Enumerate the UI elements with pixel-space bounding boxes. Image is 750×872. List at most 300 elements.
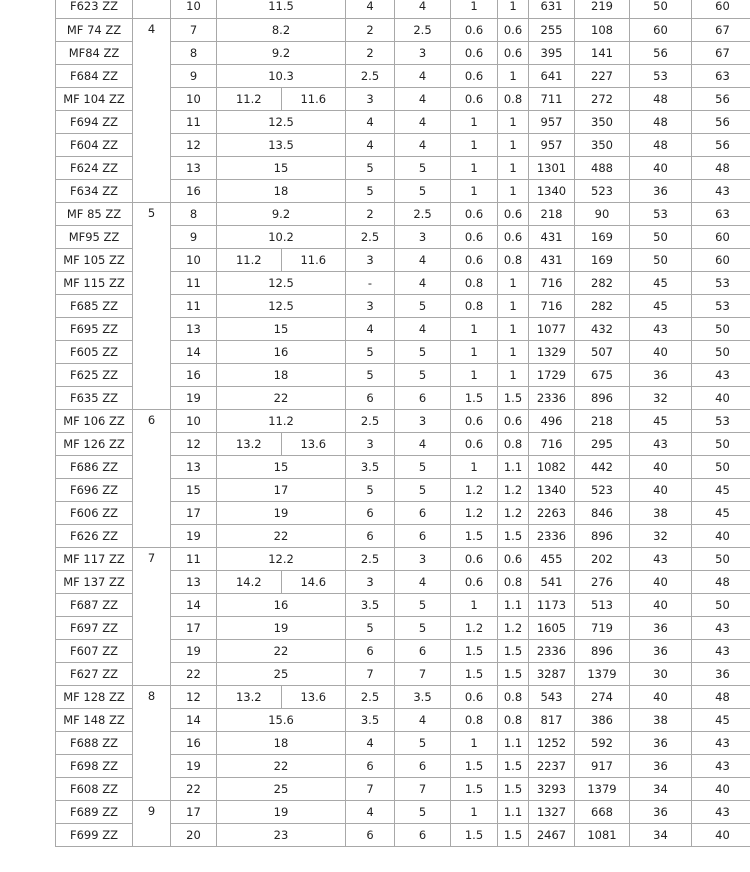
- grease-speed-cell: 50: [630, 226, 692, 249]
- flange-width-cell: 5: [395, 157, 451, 180]
- width-cell: 4: [346, 111, 395, 134]
- chamfer1-cell: 0.8: [498, 433, 529, 456]
- static-load-cell: 675: [575, 364, 630, 387]
- chamfer1-cell: 1: [498, 318, 529, 341]
- outer-diameter-cell: 13: [171, 571, 217, 594]
- outer-diameter-cell: 13: [171, 318, 217, 341]
- dynamic-load-cell: 3293: [529, 778, 575, 801]
- chamfer1-cell: 1.5: [498, 640, 529, 663]
- chamfer1-cell: 0.6: [498, 410, 529, 433]
- flange-width-cell: 3: [395, 42, 451, 65]
- flange-diameter-max: 14.6: [300, 575, 327, 589]
- static-load-cell: 218: [575, 410, 630, 433]
- dynamic-load-cell: 395: [529, 42, 575, 65]
- static-load-cell: 350: [575, 134, 630, 157]
- outer-diameter-cell: 13: [171, 157, 217, 180]
- chamfer-cell: 0.6: [451, 203, 498, 226]
- model-cell: MF95 ZZ: [56, 226, 133, 249]
- oil-speed-cell: 50: [692, 548, 750, 571]
- flange-diameter-max: 11.6: [300, 92, 327, 106]
- width-cell: 4: [346, 0, 395, 19]
- chamfer1-cell: 1.2: [498, 479, 529, 502]
- grease-speed-cell: 40: [630, 571, 692, 594]
- table-row: [56, 548, 750, 571]
- outer-diameter-cell: 17: [171, 502, 217, 525]
- chamfer1-cell: 0.8: [498, 249, 529, 272]
- chamfer-cell: 1.5: [451, 640, 498, 663]
- chamfer1-cell: 0.6: [498, 226, 529, 249]
- table-row: [56, 19, 750, 42]
- model-cell: MF 117 ZZ: [56, 548, 133, 571]
- grease-speed-cell: 43: [630, 548, 692, 571]
- flange-diameter-pair: [217, 249, 345, 271]
- outer-diameter-cell: 19: [171, 640, 217, 663]
- width-cell: 3: [346, 571, 395, 594]
- oil-speed-cell: 67: [692, 42, 750, 65]
- flange-width-cell: 6: [395, 755, 451, 778]
- flange-diameter-split-cell: [217, 433, 346, 456]
- dynamic-load-cell: 431: [529, 249, 575, 272]
- oil-speed-cell: 40: [692, 387, 750, 410]
- static-load-cell: 282: [575, 272, 630, 295]
- width-cell: 4: [346, 134, 395, 157]
- flange-diameter-cell: 12.5: [217, 295, 346, 318]
- model-cell: F604 ZZ: [56, 134, 133, 157]
- static-load-cell: 108: [575, 19, 630, 42]
- model-cell: MF 85 ZZ: [56, 203, 133, 226]
- oil-speed-cell: 53: [692, 272, 750, 295]
- flange-width-cell: 5: [395, 456, 451, 479]
- chamfer-cell: 1.2: [451, 479, 498, 502]
- flange-diameter-cell: 19: [217, 502, 346, 525]
- chamfer1-cell: 1.5: [498, 778, 529, 801]
- grease-speed-cell: 34: [630, 824, 692, 847]
- grease-speed-cell: 40: [630, 157, 692, 180]
- chamfer-cell: 1: [451, 594, 498, 617]
- static-load-cell: 523: [575, 180, 630, 203]
- model-cell: F605 ZZ: [56, 341, 133, 364]
- flange-diameter-split-cell: [217, 571, 346, 594]
- grease-speed-cell: 36: [630, 617, 692, 640]
- oil-speed-cell: 53: [692, 410, 750, 433]
- chamfer-cell: 1: [451, 341, 498, 364]
- flange-diameter-cell: 15: [217, 318, 346, 341]
- outer-diameter-cell: 14: [171, 594, 217, 617]
- dynamic-load-cell: 255: [529, 19, 575, 42]
- width-cell: 6: [346, 640, 395, 663]
- model-cell: MF 74 ZZ: [56, 19, 133, 42]
- model-cell: MF 148 ZZ: [56, 709, 133, 732]
- static-load-cell: 917: [575, 755, 630, 778]
- width-cell: 4: [346, 318, 395, 341]
- grease-speed-cell: 36: [630, 364, 692, 387]
- model-cell: F686 ZZ: [56, 456, 133, 479]
- oil-speed-cell: 63: [692, 65, 750, 88]
- flange-width-cell: 4: [395, 318, 451, 341]
- outer-diameter-cell: 12: [171, 686, 217, 709]
- flange-diameter-min: 14.2: [217, 571, 282, 593]
- static-load-cell: 1081: [575, 824, 630, 847]
- chamfer-cell: 1: [451, 157, 498, 180]
- flange-width-cell: 7: [395, 663, 451, 686]
- model-cell: F689 ZZ: [56, 801, 133, 824]
- model-cell: MF 115 ZZ: [56, 272, 133, 295]
- flange-diameter-cell: 19: [217, 801, 346, 824]
- flange-diameter-cell: 22: [217, 525, 346, 548]
- oil-speed-cell: 67: [692, 19, 750, 42]
- model-cell: F606 ZZ: [56, 502, 133, 525]
- flange-diameter-cell: 9.2: [217, 203, 346, 226]
- dynamic-load-cell: 711: [529, 88, 575, 111]
- chamfer-cell: 1: [451, 180, 498, 203]
- width-cell: 5: [346, 617, 395, 640]
- flange-width-cell: 6: [395, 824, 451, 847]
- flange-width-cell: 2.5: [395, 203, 451, 226]
- dynamic-load-cell: 1077: [529, 318, 575, 341]
- dynamic-load-cell: 1340: [529, 180, 575, 203]
- oil-speed-cell: 56: [692, 134, 750, 157]
- dynamic-load-cell: 716: [529, 433, 575, 456]
- bearing-table-body: [56, 0, 750, 847]
- chamfer1-cell: 0.8: [498, 709, 529, 732]
- outer-diameter-cell: 10: [171, 88, 217, 111]
- grease-speed-cell: 32: [630, 525, 692, 548]
- static-load-cell: 488: [575, 157, 630, 180]
- chamfer-cell: 0.6: [451, 65, 498, 88]
- model-cell: F685 ZZ: [56, 295, 133, 318]
- flange-diameter-cell: 25: [217, 778, 346, 801]
- dynamic-load-cell: 1329: [529, 341, 575, 364]
- flange-width-cell: 5: [395, 732, 451, 755]
- chamfer-cell: 1.5: [451, 824, 498, 847]
- dynamic-load-cell: 1173: [529, 594, 575, 617]
- outer-diameter-cell: 16: [171, 180, 217, 203]
- model-cell: MF84 ZZ: [56, 42, 133, 65]
- chamfer-cell: 0.6: [451, 249, 498, 272]
- chamfer-cell: 0.6: [451, 410, 498, 433]
- dynamic-load-cell: 3287: [529, 663, 575, 686]
- oil-speed-cell: 48: [692, 571, 750, 594]
- width-cell: 6: [346, 502, 395, 525]
- model-cell: F684 ZZ: [56, 65, 133, 88]
- flange-width-cell: 5: [395, 295, 451, 318]
- width-cell: 5: [346, 341, 395, 364]
- oil-speed-cell: 60: [692, 0, 750, 19]
- outer-diameter-cell: 19: [171, 525, 217, 548]
- oil-speed-cell: 50: [692, 594, 750, 617]
- outer-diameter-cell: 14: [171, 341, 217, 364]
- width-cell: 3: [346, 433, 395, 456]
- flange-width-cell: 5: [395, 617, 451, 640]
- width-cell: 5: [346, 479, 395, 502]
- flange-diameter-cell: 22: [217, 755, 346, 778]
- flange-width-cell: 6: [395, 387, 451, 410]
- chamfer-cell: 0.6: [451, 226, 498, 249]
- width-cell: -: [346, 272, 395, 295]
- chamfer-cell: 1: [451, 0, 498, 19]
- chamfer1-cell: 1: [498, 134, 529, 157]
- chamfer-cell: 0.6: [451, 548, 498, 571]
- model-cell: F687 ZZ: [56, 594, 133, 617]
- width-cell: 7: [346, 778, 395, 801]
- model-cell: MF 104 ZZ: [56, 88, 133, 111]
- chamfer-cell: 1.5: [451, 525, 498, 548]
- flange-diameter-cell: 12.2: [217, 548, 346, 571]
- flange-diameter-max: 13.6: [300, 437, 327, 451]
- grease-speed-cell: 53: [630, 203, 692, 226]
- width-cell: 2.5: [346, 65, 395, 88]
- grease-speed-cell: 48: [630, 88, 692, 111]
- width-cell: 5: [346, 157, 395, 180]
- flange-diameter-cell: 10.3: [217, 65, 346, 88]
- flange-diameter-cell: 13.5: [217, 134, 346, 157]
- dynamic-load-cell: 218: [529, 203, 575, 226]
- chamfer-cell: 0.6: [451, 571, 498, 594]
- model-cell: F624 ZZ: [56, 157, 133, 180]
- static-load-cell: 295: [575, 433, 630, 456]
- bore-diameter-cell: 9: [133, 801, 171, 847]
- dynamic-load-cell: 641: [529, 65, 575, 88]
- outer-diameter-cell: 10: [171, 410, 217, 433]
- chamfer1-cell: 0.8: [498, 686, 529, 709]
- outer-diameter-cell: 17: [171, 801, 217, 824]
- flange-diameter-min: 13.2: [217, 433, 282, 455]
- static-load-cell: 1379: [575, 663, 630, 686]
- outer-diameter-cell: 13: [171, 456, 217, 479]
- static-load-cell: 896: [575, 387, 630, 410]
- grease-speed-cell: 36: [630, 732, 692, 755]
- oil-speed-cell: 43: [692, 617, 750, 640]
- chamfer-cell: 0.6: [451, 686, 498, 709]
- flange-width-cell: 3.5: [395, 686, 451, 709]
- chamfer-cell: 0.8: [451, 272, 498, 295]
- static-load-cell: 90: [575, 203, 630, 226]
- outer-diameter-cell: 11: [171, 111, 217, 134]
- flange-width-cell: 5: [395, 594, 451, 617]
- flange-width-cell: 4: [395, 571, 451, 594]
- model-cell: F627 ZZ: [56, 663, 133, 686]
- chamfer-cell: 1.5: [451, 778, 498, 801]
- flange-diameter-cell: 18: [217, 732, 346, 755]
- width-cell: 2: [346, 42, 395, 65]
- chamfer-cell: 0.6: [451, 433, 498, 456]
- dynamic-load-cell: 957: [529, 134, 575, 157]
- flange-diameter-cell: 12.5: [217, 111, 346, 134]
- dynamic-load-cell: 455: [529, 548, 575, 571]
- flange-width-cell: 5: [395, 801, 451, 824]
- grease-speed-cell: 36: [630, 801, 692, 824]
- flange-diameter-cell: 25: [217, 663, 346, 686]
- width-cell: 2.5: [346, 226, 395, 249]
- grease-speed-cell: 36: [630, 755, 692, 778]
- oil-speed-cell: 43: [692, 640, 750, 663]
- flange-diameter-pair: [217, 571, 345, 593]
- static-load-cell: 219: [575, 0, 630, 19]
- outer-diameter-cell: 16: [171, 732, 217, 755]
- width-cell: 3: [346, 295, 395, 318]
- oil-speed-cell: 45: [692, 479, 750, 502]
- dynamic-load-cell: 543: [529, 686, 575, 709]
- flange-width-cell: 2.5: [395, 19, 451, 42]
- model-cell: F697 ZZ: [56, 617, 133, 640]
- bore-diameter-cell: [133, 0, 171, 19]
- oil-speed-cell: 43: [692, 180, 750, 203]
- oil-speed-cell: 60: [692, 249, 750, 272]
- grease-speed-cell: 56: [630, 42, 692, 65]
- width-cell: 4: [346, 801, 395, 824]
- chamfer1-cell: 1.5: [498, 525, 529, 548]
- flange-diameter-cell: 18: [217, 364, 346, 387]
- chamfer-cell: 1: [451, 732, 498, 755]
- model-cell: MF 106 ZZ: [56, 410, 133, 433]
- dynamic-load-cell: 1729: [529, 364, 575, 387]
- static-load-cell: 513: [575, 594, 630, 617]
- outer-diameter-cell: 12: [171, 433, 217, 456]
- chamfer-cell: 1.2: [451, 617, 498, 640]
- flange-width-cell: 6: [395, 640, 451, 663]
- width-cell: 6: [346, 525, 395, 548]
- grease-speed-cell: 38: [630, 502, 692, 525]
- dynamic-load-cell: 2237: [529, 755, 575, 778]
- grease-speed-cell: 45: [630, 272, 692, 295]
- flange-diameter-pair: [217, 88, 345, 110]
- outer-diameter-cell: 9: [171, 226, 217, 249]
- chamfer1-cell: 1.2: [498, 617, 529, 640]
- flange-diameter-cell: 15.6: [217, 709, 346, 732]
- outer-diameter-cell: 17: [171, 617, 217, 640]
- dynamic-load-cell: 431: [529, 226, 575, 249]
- chamfer1-cell: 1: [498, 295, 529, 318]
- outer-diameter-cell: 22: [171, 778, 217, 801]
- oil-speed-cell: 48: [692, 686, 750, 709]
- model-cell: MF 137 ZZ: [56, 571, 133, 594]
- bore-diameter-cell: 7: [133, 548, 171, 686]
- model-cell: F635 ZZ: [56, 387, 133, 410]
- dynamic-load-cell: 2336: [529, 525, 575, 548]
- width-cell: 3.5: [346, 709, 395, 732]
- flange-diameter-cell: 22: [217, 387, 346, 410]
- oil-speed-cell: 45: [692, 709, 750, 732]
- flange-width-cell: 6: [395, 502, 451, 525]
- flange-diameter-cell: 9.2: [217, 42, 346, 65]
- oil-speed-cell: 43: [692, 732, 750, 755]
- bore-diameter-cell: 4: [133, 19, 171, 203]
- dynamic-load-cell: 1605: [529, 617, 575, 640]
- chamfer-cell: 1.5: [451, 755, 498, 778]
- outer-diameter-cell: 11: [171, 295, 217, 318]
- width-cell: 6: [346, 824, 395, 847]
- bearing-spec-table: [55, 0, 750, 847]
- oil-speed-cell: 40: [692, 778, 750, 801]
- grease-speed-cell: 38: [630, 709, 692, 732]
- oil-speed-cell: 63: [692, 203, 750, 226]
- oil-speed-cell: 50: [692, 433, 750, 456]
- dynamic-load-cell: 1082: [529, 456, 575, 479]
- bore-diameter-cell: 6: [133, 410, 171, 548]
- grease-speed-cell: 45: [630, 295, 692, 318]
- flange-diameter-cell: 12.5: [217, 272, 346, 295]
- static-load-cell: 276: [575, 571, 630, 594]
- chamfer-cell: 1: [451, 318, 498, 341]
- flange-width-cell: 5: [395, 364, 451, 387]
- width-cell: 2: [346, 19, 395, 42]
- outer-diameter-cell: 12: [171, 134, 217, 157]
- grease-speed-cell: 53: [630, 65, 692, 88]
- outer-diameter-cell: 14: [171, 709, 217, 732]
- width-cell: 3.5: [346, 456, 395, 479]
- chamfer-cell: 1.5: [451, 663, 498, 686]
- oil-speed-cell: 56: [692, 88, 750, 111]
- flange-width-cell: 5: [395, 341, 451, 364]
- width-cell: 5: [346, 364, 395, 387]
- flange-width-cell: 4: [395, 65, 451, 88]
- chamfer-cell: 1: [451, 456, 498, 479]
- outer-diameter-cell: 16: [171, 364, 217, 387]
- width-cell: 3.5: [346, 594, 395, 617]
- static-load-cell: 202: [575, 548, 630, 571]
- width-cell: 3: [346, 249, 395, 272]
- dynamic-load-cell: 957: [529, 111, 575, 134]
- model-cell: F688 ZZ: [56, 732, 133, 755]
- chamfer1-cell: 1.5: [498, 663, 529, 686]
- chamfer1-cell: 0.6: [498, 548, 529, 571]
- dynamic-load-cell: 2263: [529, 502, 575, 525]
- outer-diameter-cell: 7: [171, 19, 217, 42]
- flange-width-cell: 3: [395, 410, 451, 433]
- flange-width-cell: 3: [395, 226, 451, 249]
- flange-width-cell: 4: [395, 88, 451, 111]
- dynamic-load-cell: 2336: [529, 387, 575, 410]
- outer-diameter-cell: 22: [171, 663, 217, 686]
- width-cell: 2: [346, 203, 395, 226]
- dynamic-load-cell: 631: [529, 0, 575, 19]
- flange-diameter-cell: 15: [217, 157, 346, 180]
- grease-speed-cell: 45: [630, 410, 692, 433]
- static-load-cell: 169: [575, 226, 630, 249]
- grease-speed-cell: 40: [630, 456, 692, 479]
- model-cell: F634 ZZ: [56, 180, 133, 203]
- static-load-cell: 592: [575, 732, 630, 755]
- grease-speed-cell: 36: [630, 640, 692, 663]
- grease-speed-cell: 43: [630, 318, 692, 341]
- grease-speed-cell: 50: [630, 249, 692, 272]
- dynamic-load-cell: 1327: [529, 801, 575, 824]
- model-cell: F625 ZZ: [56, 364, 133, 387]
- outer-diameter-cell: 15: [171, 479, 217, 502]
- flange-diameter-cell: 8.2: [217, 19, 346, 42]
- static-load-cell: 227: [575, 65, 630, 88]
- grease-speed-cell: 43: [630, 433, 692, 456]
- width-cell: 2.5: [346, 686, 395, 709]
- flange-width-cell: 5: [395, 479, 451, 502]
- oil-speed-cell: 60: [692, 226, 750, 249]
- table-row: [56, 203, 750, 226]
- bore-diameter-cell: 8: [133, 686, 171, 801]
- chamfer-cell: 1: [451, 364, 498, 387]
- chamfer1-cell: 1.1: [498, 732, 529, 755]
- flange-width-cell: 4: [395, 709, 451, 732]
- width-cell: 7: [346, 663, 395, 686]
- grease-speed-cell: 60: [630, 19, 692, 42]
- model-cell: F694 ZZ: [56, 111, 133, 134]
- chamfer1-cell: 1.5: [498, 755, 529, 778]
- flange-diameter-min: 11.2: [217, 88, 282, 110]
- flange-width-cell: 4: [395, 111, 451, 134]
- chamfer1-cell: 1: [498, 364, 529, 387]
- static-load-cell: 523: [575, 479, 630, 502]
- static-load-cell: 141: [575, 42, 630, 65]
- flange-width-cell: 4: [395, 433, 451, 456]
